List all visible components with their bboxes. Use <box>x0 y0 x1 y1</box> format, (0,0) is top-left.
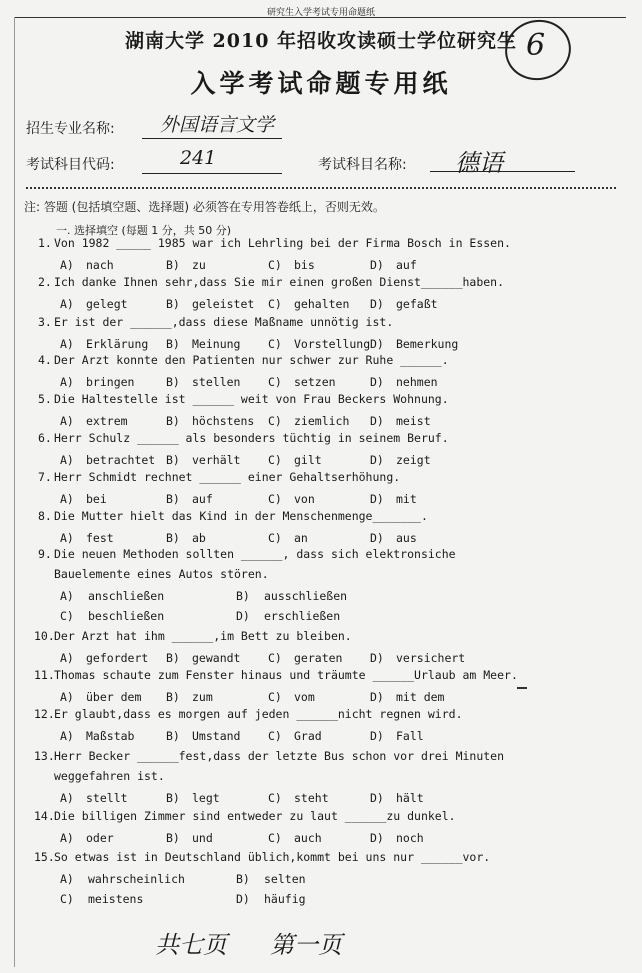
option-letter: D) <box>370 831 384 845</box>
option-text: gewandt <box>192 651 241 665</box>
option-letter: A) <box>60 831 74 845</box>
option-letter: D) <box>370 531 384 545</box>
option-letter: A) <box>60 651 74 665</box>
option-letter: D) <box>370 651 384 665</box>
question-text: Die neuen Methoden sollten ______, dass sich elektronsiche <box>54 547 456 561</box>
option-text: wahrscheinlich <box>88 872 185 886</box>
option-letter: C) <box>268 531 282 545</box>
option-text: bis <box>294 258 315 272</box>
title-line-1: 湖南大学 2010 年招收攻读硕士学位研究生 <box>124 30 518 52</box>
option-letter: A) <box>60 297 74 311</box>
option-text: häufig <box>264 892 306 906</box>
option-text: geraten <box>294 651 343 665</box>
option-letter: B) <box>236 872 250 886</box>
option-letter: A) <box>60 690 74 704</box>
major-value: 外国语言文学 <box>160 114 275 136</box>
option-text: verhält <box>192 453 241 467</box>
option-letter: D) <box>236 609 250 623</box>
question-number: 9. <box>38 547 52 561</box>
option-text: versichert <box>396 651 466 665</box>
question-text: Herr Schmidt rechnet ______ einer Gehaltserhöhung. <box>54 470 401 484</box>
option-letter: C) <box>268 414 282 428</box>
option-letter: C) <box>60 609 74 623</box>
option-text: meistens <box>88 892 144 906</box>
option-text: zeigt <box>396 453 431 467</box>
option-text: gefaßt <box>396 297 438 311</box>
option-text: mit <box>396 492 417 506</box>
option-letter: D) <box>370 690 384 704</box>
option-text: vom <box>294 690 315 704</box>
question-text: Ich danke Ihnen sehr,dass Sie mir einen großen Dienst______haben. <box>54 275 505 289</box>
header-rule <box>14 17 626 18</box>
instructions-note: 注: 答题 (包括填空题、选择题) 必须答在专用答卷纸上，否则无效。 <box>24 200 385 214</box>
option-text: oder <box>86 831 114 845</box>
option-text: ziemlich <box>294 414 350 428</box>
question-number: 3. <box>38 315 52 329</box>
option-letter: D) <box>370 258 384 272</box>
option-letter: C) <box>268 337 282 351</box>
question-number: 13. <box>34 749 55 763</box>
option-letter: D) <box>370 375 384 389</box>
option-text: fest <box>86 531 114 545</box>
question-text: Der Arzt konnte den Patienten nur schwer zur Ruhe ______. <box>54 353 449 367</box>
question-text: Herr Becker ______fest,dass der letzte Bus schon vor drei Minuten <box>54 749 505 763</box>
option-letter: D) <box>370 791 384 805</box>
question-text: Der Arzt hat ihm ______,im Bett zu bleiben. <box>54 629 352 643</box>
question-text: Er glaubt,dass es morgen auf jeden ______nicht regnen wird. <box>54 707 463 721</box>
option-text: bringen <box>86 375 135 389</box>
subject-label: 考试科目名称: <box>318 157 407 173</box>
option-text: gefordert <box>86 651 149 665</box>
option-letter: C) <box>268 453 282 467</box>
option-letter: C) <box>268 375 282 389</box>
option-letter: B) <box>166 492 180 506</box>
option-text: mit dem <box>396 690 445 704</box>
option-letter: C) <box>268 791 282 805</box>
option-letter: A) <box>60 872 74 886</box>
major-label: 招生专业名称: <box>26 121 115 137</box>
question-text: Herr Schulz ______ als besonders tüchtig in seinem Beruf. <box>54 431 449 445</box>
option-text: ausschließen <box>264 589 348 603</box>
option-letter: C) <box>268 651 282 665</box>
option-letter: B) <box>166 297 180 311</box>
option-letter: B) <box>236 589 250 603</box>
option-letter: D) <box>236 892 250 906</box>
option-letter: A) <box>60 337 74 351</box>
option-text: Meinung <box>192 337 241 351</box>
option-text: beschließen <box>88 609 165 623</box>
option-letter: A) <box>60 492 74 506</box>
option-text: ab <box>192 531 206 545</box>
section-heading: 一. 选择填空 (每题 1 分，共 50 分) <box>56 224 232 237</box>
option-letter: C) <box>268 297 282 311</box>
question-text: Die Haltestelle ist ______ weit von Frau Beckers Wohnung. <box>54 392 449 406</box>
option-letter: A) <box>60 791 74 805</box>
code-value: 241 <box>180 147 217 169</box>
option-letter: D) <box>370 729 384 743</box>
option-text: stellen <box>192 375 241 389</box>
question-number: 11. <box>34 668 55 682</box>
option-letter: B) <box>166 531 180 545</box>
option-text: hält <box>396 791 424 805</box>
option-letter: B) <box>166 414 180 428</box>
option-text: Umstand <box>192 729 241 743</box>
option-letter: A) <box>60 531 74 545</box>
option-letter: C) <box>268 690 282 704</box>
option-text: zum <box>192 690 213 704</box>
option-text: bei <box>86 492 107 506</box>
option-text: Erklärung <box>86 337 149 351</box>
option-text: an <box>294 531 308 545</box>
option-text: legt <box>192 791 220 805</box>
option-letter: A) <box>60 414 74 428</box>
option-text: nehmen <box>396 375 438 389</box>
option-letter: C) <box>268 831 282 845</box>
question-text: Thomas schaute zum Fenster hinaus und träumte ______Urlaub am Meer. <box>54 668 518 682</box>
option-text: anschließen <box>88 589 165 603</box>
title-line-2: 入学考试命题专用纸 <box>190 69 452 98</box>
option-text: höchstens <box>192 414 255 428</box>
header-tag: 研究生入学考试专用命题纸 <box>266 8 375 18</box>
option-letter: A) <box>60 453 74 467</box>
option-text: von <box>294 492 315 506</box>
option-text: stellt <box>86 791 128 805</box>
option-text: geleistet <box>192 297 255 311</box>
option-letter: D) <box>370 337 384 351</box>
option-letter: D) <box>370 453 384 467</box>
option-text: erschließen <box>264 609 341 623</box>
option-text: und <box>192 831 213 845</box>
question-text: Von 1982 _____ 1985 war ich Lehrling bei der Firma Bosch in Essen. <box>54 236 511 250</box>
option-letter: B) <box>166 651 180 665</box>
option-text: aus <box>396 531 417 545</box>
pen-mark <box>517 687 527 689</box>
page-number: 6 <box>526 28 546 63</box>
question-text-continued: Bauelemente eines Autos stören. <box>54 567 269 581</box>
question-text-continued: weggefahren ist. <box>54 769 165 783</box>
option-text: Grad <box>294 729 322 743</box>
option-letter: D) <box>370 492 384 506</box>
option-letter: C) <box>268 729 282 743</box>
option-text: zu <box>192 258 206 272</box>
option-text: gehalten <box>294 297 350 311</box>
option-text: Maßstab <box>86 729 135 743</box>
option-text: noch <box>396 831 424 845</box>
option-letter: B) <box>166 453 180 467</box>
option-letter: A) <box>60 375 74 389</box>
option-text: Bemerkung <box>396 337 459 351</box>
footer-total-pages: 共七页 <box>155 931 227 959</box>
option-text: Fall <box>396 729 424 743</box>
question-number: 12. <box>34 707 55 721</box>
option-letter: C) <box>60 892 74 906</box>
question-text: Die billigen Zimmer sind entweder zu laut ______zu dunkel. <box>54 809 456 823</box>
separator-dotted <box>26 187 616 189</box>
page-edge <box>14 17 15 967</box>
subject-value: 德语 <box>455 149 503 177</box>
option-letter: C) <box>268 492 282 506</box>
option-text: selten <box>264 872 306 886</box>
option-letter: B) <box>166 337 180 351</box>
option-text: auf <box>396 258 417 272</box>
question-number: 5. <box>38 392 52 406</box>
question-text: Die Mutter hielt das Kind in der Menschenmenge_______. <box>54 509 428 523</box>
option-text: über dem <box>86 690 142 704</box>
option-text: nach <box>86 258 114 272</box>
question-text: So etwas ist in Deutschland üblich,kommt bei uns nur ______vor. <box>54 850 491 864</box>
option-letter: D) <box>370 414 384 428</box>
question-number: 7. <box>38 470 52 484</box>
subject-underline <box>430 171 575 172</box>
footer-page-one: 第一页 <box>270 931 342 959</box>
question-number: 6. <box>38 431 52 445</box>
question-number: 14. <box>34 809 55 823</box>
option-letter: D) <box>370 297 384 311</box>
question-number: 8. <box>38 509 52 523</box>
option-text: extrem <box>86 414 128 428</box>
option-letter: A) <box>60 258 74 272</box>
option-letter: C) <box>268 258 282 272</box>
option-text: steht <box>294 791 329 805</box>
code-underline <box>142 173 282 174</box>
question-number: 2. <box>38 275 52 289</box>
option-text: meist <box>396 414 431 428</box>
option-text: gelegt <box>86 297 128 311</box>
option-letter: B) <box>166 729 180 743</box>
option-letter: B) <box>166 831 180 845</box>
option-text: setzen <box>294 375 336 389</box>
option-letter: A) <box>60 729 74 743</box>
option-text: Vorstellung <box>294 337 371 351</box>
option-text: auch <box>294 831 322 845</box>
code-label: 考试科目代码: <box>26 157 115 173</box>
question-number: 15. <box>34 850 55 864</box>
option-text: betrachtet <box>86 453 156 467</box>
question-number: 4. <box>38 353 52 367</box>
option-letter: B) <box>166 690 180 704</box>
question-number: 1. <box>38 236 52 250</box>
question-number: 10. <box>34 629 55 643</box>
option-letter: B) <box>166 375 180 389</box>
option-text: auf <box>192 492 213 506</box>
option-letter: B) <box>166 258 180 272</box>
option-letter: A) <box>60 589 74 603</box>
option-text: gilt <box>294 453 322 467</box>
major-underline <box>142 138 282 139</box>
question-text: Er ist der ______,dass diese Maßname unnötig ist. <box>54 315 394 329</box>
option-letter: B) <box>166 791 180 805</box>
